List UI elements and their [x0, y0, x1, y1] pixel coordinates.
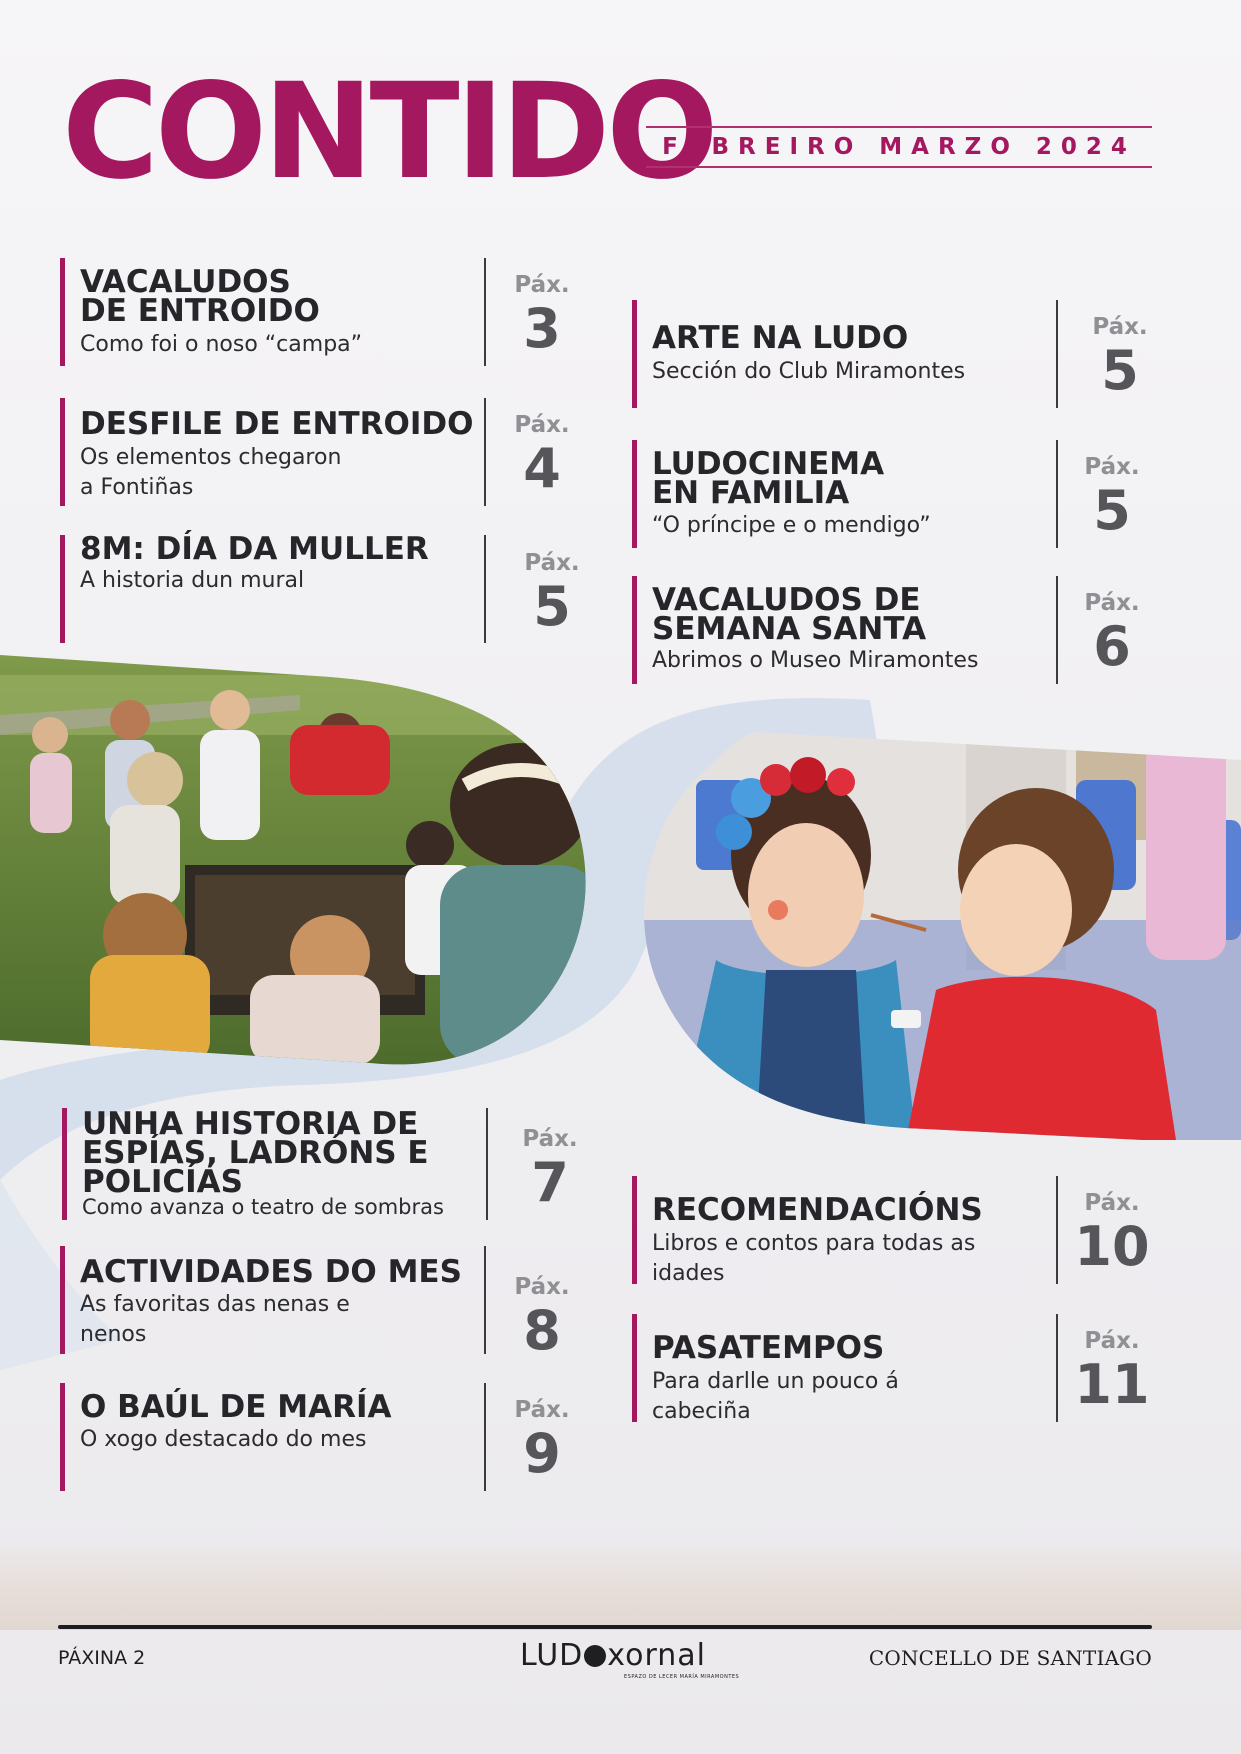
accent-bar — [60, 1246, 65, 1354]
issue-date-box — [646, 126, 1152, 168]
page-label: Páx. — [1084, 590, 1140, 616]
toc-entry-pasatempos[interactable] — [632, 1314, 1152, 1422]
separator-line — [484, 258, 486, 366]
accent-bar — [632, 576, 637, 684]
toc-heading: PASATEMPOS — [652, 1330, 885, 1366]
page-label: Páx. — [514, 272, 570, 298]
separator-line — [484, 1246, 486, 1354]
bottom-band — [0, 1540, 1241, 1630]
toc-entry-recomendacions[interactable] — [632, 1176, 1152, 1284]
accent-bar — [632, 300, 637, 408]
photo-children-garden — [0, 655, 605, 1065]
separator-line — [1056, 440, 1058, 548]
page-label: Páx. — [514, 1274, 570, 1300]
toc-subtitle: Como avanza o teatro de sombras — [82, 1195, 444, 1219]
accent-bar — [632, 1176, 637, 1284]
toc-heading: ARTE NA LUDO — [652, 320, 909, 356]
page-label: Páx. — [1084, 454, 1140, 480]
toc-entry-unha-historia-espias[interactable] — [62, 1108, 582, 1220]
page-label: Páx. — [1084, 1328, 1140, 1354]
page-number: 9 — [523, 1422, 561, 1485]
toc-entry-arte-na-ludo[interactable] — [632, 300, 1152, 408]
page-number: 8 — [523, 1299, 561, 1362]
toc-entry-actividades-do-mes[interactable] — [60, 1246, 580, 1362]
page-number: 11 — [1074, 1353, 1150, 1416]
page-label: Páx. — [1084, 1190, 1140, 1216]
page-number: 5 — [533, 575, 571, 638]
toc-heading: VACALUDOS DE ENTROIDO — [80, 264, 320, 329]
separator-line — [484, 535, 486, 643]
logo-dot-icon — [584, 1645, 606, 1667]
separator-line — [1056, 300, 1058, 408]
separator-line — [484, 398, 486, 506]
toc-subtitle: As favoritas das nenas e nenos — [80, 1292, 350, 1347]
footer-organization: CONCELLO DE SANTIAGO — [868, 1646, 1152, 1670]
footer-page-number: PÁXINA 2 — [58, 1647, 146, 1669]
toc-subtitle: O xogo destacado do mes — [80, 1427, 367, 1452]
toc-subtitle: Como foi o noso “campa” — [80, 332, 363, 357]
page-number: 10 — [1074, 1215, 1150, 1278]
page-number: 3 — [523, 297, 561, 360]
toc-heading: RECOMENDACIÓNS — [652, 1192, 983, 1228]
logo-text-right: xornal — [607, 1638, 707, 1673]
toc-subtitle: “O príncipe e o mendigo” — [652, 513, 931, 538]
footer-rule — [58, 1625, 1152, 1629]
toc-entry-o-baul-de-maria[interactable] — [60, 1383, 580, 1491]
separator-line — [1056, 1176, 1058, 1284]
toc-subtitle: Sección do Club Miramontes — [652, 359, 966, 384]
ludoxornal-logo — [520, 1638, 740, 1684]
accent-bar — [632, 1314, 637, 1422]
accent-bar — [60, 398, 65, 506]
logo-subtitle: ESPAZO DE LECER MARÍA MIRAMONTES — [624, 1674, 740, 1680]
toc-entry-desfile-entroido[interactable] — [60, 398, 580, 506]
page-label: Páx. — [514, 412, 570, 438]
accent-bar — [60, 258, 65, 366]
issue-date: FEBREIRO MARZO 2024 — [662, 134, 1136, 160]
toc-heading: VACALUDOS DE SEMANA SANTA — [652, 582, 927, 647]
page-label: Páx. — [1092, 314, 1148, 340]
toc-subtitle: Para darlle un pouco á cabeciña — [652, 1369, 899, 1424]
toc-heading: 8M: DÍA DA MULLER — [80, 531, 429, 567]
page-number: 4 — [523, 437, 561, 500]
page-number: 5 — [1093, 479, 1131, 542]
photo-face-painting — [636, 720, 1241, 1140]
page-number: 6 — [1093, 615, 1131, 678]
toc-heading: O BAÚL DE MARÍA — [80, 1389, 392, 1425]
toc-subtitle: Abrimos o Museo Miramontes — [652, 648, 979, 673]
page-label: Páx. — [514, 1397, 570, 1423]
accent-bar — [62, 1108, 67, 1220]
logo-text-left: LUD — [520, 1638, 584, 1673]
toc-heading: LUDOCINEMA EN FAMILIA — [652, 446, 885, 511]
toc-subtitle: Libros e contos para todas as idades — [652, 1231, 976, 1286]
page-label: Páx. — [524, 550, 580, 576]
logo-wordmark — [520, 1638, 706, 1673]
toc-entry-ludocinema[interactable] — [632, 440, 1152, 548]
toc-subtitle: A historia dun mural — [80, 568, 305, 593]
page-number: 7 — [531, 1151, 569, 1214]
separator-line — [1056, 1314, 1058, 1422]
accent-bar — [60, 1383, 65, 1491]
toc-entry-vacaludos-semana-santa[interactable] — [632, 576, 1152, 684]
separator-line — [1056, 576, 1058, 684]
accent-bar — [632, 440, 637, 548]
toc-entry-vacaludos-entroido[interactable] — [60, 258, 580, 366]
separator-line — [484, 1383, 486, 1491]
page-number: 5 — [1101, 339, 1139, 402]
toc-entry-dia-da-muller[interactable] — [60, 531, 580, 643]
page-title: CONTIDO — [62, 55, 715, 209]
toc-heading: ACTIVIDADES DO MES — [80, 1254, 462, 1290]
page-label: Páx. — [522, 1126, 578, 1152]
toc-heading: DESFILE DE ENTROIDO — [80, 406, 474, 442]
separator-line — [486, 1108, 488, 1220]
toc-subtitle: Os elementos chegaron a Fontiñas — [80, 445, 342, 500]
toc-heading: UNHA HISTORIA DE ESPÍAS, LADRÓNS E POLICÍAS — [82, 1106, 429, 1200]
accent-bar — [60, 535, 65, 643]
